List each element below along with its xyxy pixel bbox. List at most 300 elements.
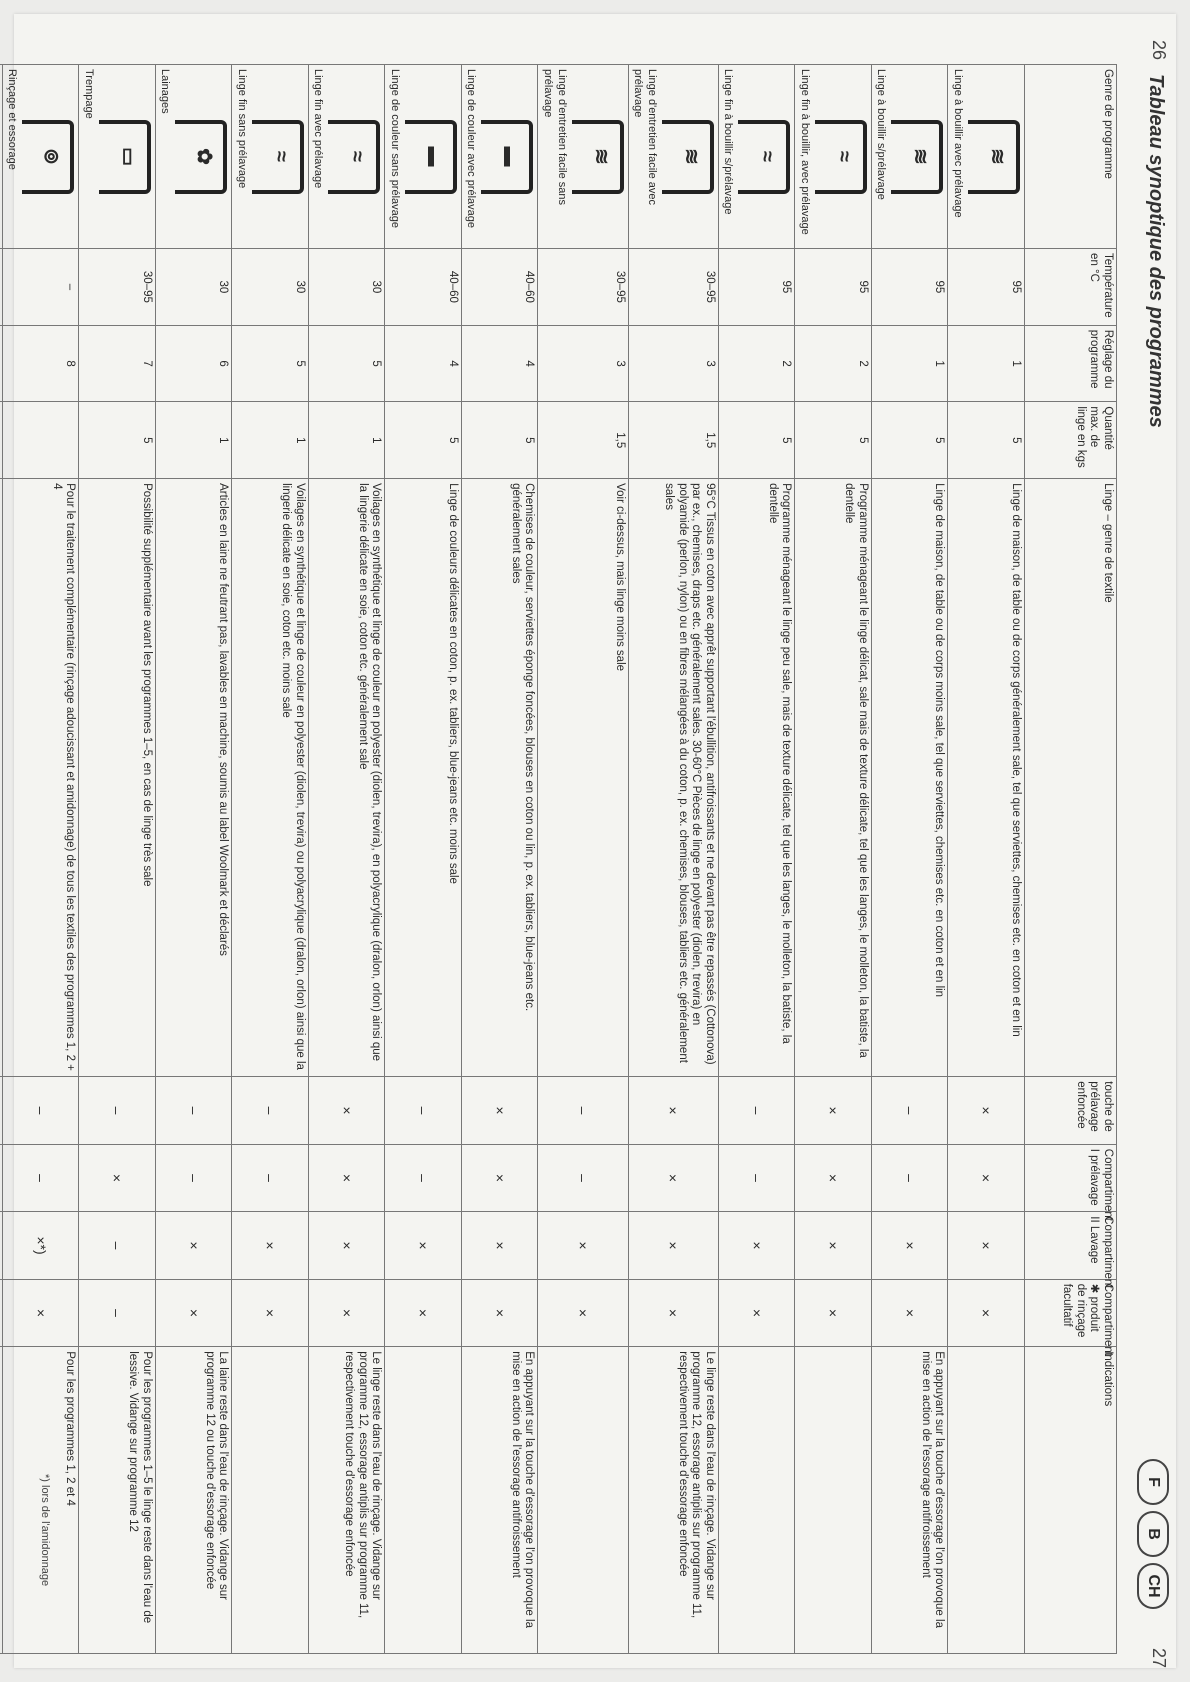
textile-cell-text: Voir ci-dessus, mais linge moins sale xyxy=(613,483,626,672)
mark-comp1-cell xyxy=(155,1144,232,1211)
program-cell-text: Linge à bouillir avec prélavage xyxy=(952,69,964,218)
reglage-cell-text: 3 xyxy=(613,360,626,367)
temp-cell xyxy=(0,249,2,326)
program-icon xyxy=(815,120,867,194)
program-glyph: ≈ xyxy=(346,151,369,162)
mark-touche-cell-text: – xyxy=(109,1106,126,1115)
mark-comp2-cell-text: × xyxy=(185,1241,202,1250)
textile-cell xyxy=(871,479,948,1077)
temp-cell xyxy=(538,249,628,326)
mark-comp1-cell xyxy=(628,1144,718,1211)
reglage-cell-text: 5 xyxy=(370,360,383,367)
indication-cell-text: Pour les programmes 1–5 le linge reste dans l'eau de lessive. Vidange sur programme 12 xyxy=(127,1351,153,1624)
header-linge: Linge – genre de textile xyxy=(1025,479,1117,1077)
table-row xyxy=(871,65,948,1654)
textile-cell-text: Pour le traitement complémentaire (rinçage adoucissant et amidonnage) de tous les textiles des programmes 1, 2 + 4 xyxy=(50,483,77,1071)
quantity-cell-text: 1 xyxy=(293,437,306,444)
program-icon xyxy=(891,120,943,194)
textile-cell-text: Programme ménageant le linge délicat, sale mais de texture délicate, tel que les langes, le molleton, la batiste, la dentelle xyxy=(843,483,869,1058)
textile-cell-text: Programme ménageant le linge peu sale, mais de texture délicate, tel que les langes, le molleton, la batiste, la dentelle xyxy=(766,483,793,1044)
program-table xyxy=(0,64,1117,1654)
program-cell xyxy=(0,65,2,249)
program-glyph: ≈ xyxy=(269,151,292,162)
mark-comp3-cell xyxy=(2,1279,79,1346)
program-glyph: ▬ xyxy=(422,146,445,167)
quantity-cell xyxy=(718,402,795,479)
temp-cell xyxy=(385,249,462,326)
mark-touche-cell xyxy=(948,1077,1025,1144)
quantity-cell xyxy=(385,402,462,479)
header-indications: Indications xyxy=(1025,1347,1117,1654)
program-cell-text: Linge à bouillir s/prélavage xyxy=(875,69,888,200)
temp-cell-text: 30 xyxy=(370,280,383,294)
temp-cell-text: – xyxy=(64,283,77,291)
table-header-row xyxy=(1025,65,1117,1654)
textile-cell xyxy=(795,479,872,1077)
quantity-cell-text: 1 xyxy=(217,437,230,444)
quantity-cell-text: 5 xyxy=(446,437,459,444)
page-title: Tableau synoptique des programmes xyxy=(1145,74,1167,428)
mark-touche-cell-text: × xyxy=(825,1106,842,1115)
mark-comp3-cell xyxy=(308,1279,385,1346)
program-glyph: ≋ xyxy=(986,148,1008,165)
indication-cell xyxy=(461,1347,538,1654)
reglage-cell xyxy=(79,325,156,402)
indication-cell xyxy=(538,1347,628,1654)
quantity-cell-text: 5 xyxy=(140,437,153,444)
program-glyph: ≈ xyxy=(756,151,779,162)
table-row xyxy=(948,65,1025,1654)
mark-touche-cell xyxy=(232,1077,309,1144)
mark-comp3-cell-text: × xyxy=(338,1308,355,1318)
textile-cell-text: Linge de maison, de table ou de corps moins sale, tel que serviettes, chemises etc. en coton et en lin xyxy=(933,483,946,998)
indication-cell xyxy=(385,1347,462,1654)
program-icon xyxy=(662,120,714,194)
program-glyph: ≋ xyxy=(679,148,702,165)
temp-cell xyxy=(718,249,795,326)
mark-touche-cell-text: – xyxy=(185,1106,202,1115)
header-reglage: Réglage du programme xyxy=(1025,325,1117,402)
mark-touche-cell xyxy=(0,1077,2,1144)
mark-comp2-cell-text: × xyxy=(748,1241,765,1250)
mark-comp2-cell xyxy=(232,1212,309,1279)
quantity-cell-text: 5 xyxy=(933,437,946,444)
temp-cell-text: 95 xyxy=(856,280,869,294)
table-row xyxy=(0,65,2,1654)
mark-comp2-cell-text: × xyxy=(575,1241,592,1250)
reglage-cell xyxy=(461,325,538,402)
quantity-cell-text: 1,5 xyxy=(613,432,626,449)
program-icon xyxy=(405,120,457,194)
reglage-cell-text: 5 xyxy=(293,360,306,367)
mark-comp2-cell-text: × xyxy=(978,1241,995,1250)
indication-cell xyxy=(871,1347,948,1654)
textile-cell xyxy=(385,479,462,1077)
table-row xyxy=(2,65,79,1654)
mark-comp2-cell xyxy=(538,1212,628,1279)
mark-touche-cell-text: – xyxy=(575,1106,592,1115)
mark-comp2-cell xyxy=(718,1212,795,1279)
temp-cell xyxy=(628,249,718,326)
program-cell xyxy=(538,65,628,249)
reglage-cell xyxy=(948,325,1025,402)
program-cell-text: Linge de couleur sans prélavage xyxy=(388,69,401,229)
mark-touche-cell-text: × xyxy=(978,1106,995,1115)
program-icon xyxy=(572,120,624,194)
indication-cell-text: Le linge reste dans l'eau de rinçage. Vidange sur programme 12, essorage antiplis sur programme 11, respectivement touche d'essorage enfoncée xyxy=(676,1351,716,1619)
quantity-cell xyxy=(0,402,2,479)
mark-comp1-cell-text: × xyxy=(109,1173,126,1183)
mark-comp1-cell-text: × xyxy=(665,1173,682,1183)
header-comp2: Compartiment II Lavage xyxy=(1025,1212,1117,1279)
temp-cell-text: 95 xyxy=(933,280,946,294)
temp-cell-text: 30 xyxy=(217,280,230,294)
table-row xyxy=(628,65,718,1654)
mark-comp2-cell xyxy=(0,1212,2,1279)
temp-cell-text: 30 xyxy=(293,280,306,294)
quantity-cell xyxy=(155,402,232,479)
mark-touche-cell xyxy=(79,1077,156,1144)
mark-comp2-cell-text: – xyxy=(109,1241,126,1250)
header-comp3: Compartiment ✱ produit de rinçage facultatif xyxy=(1025,1279,1117,1346)
textile-cell-text: Linge de couleurs délicates en coton, p. ex. tabliers, blue-jeans etc. moins sale xyxy=(446,483,459,884)
country-badge-b: B xyxy=(1137,1511,1169,1557)
mark-comp1-cell-text: × xyxy=(978,1173,995,1183)
mark-comp2-cell xyxy=(628,1212,718,1279)
mark-comp1-cell-text: × xyxy=(491,1173,508,1183)
program-cell xyxy=(2,65,79,249)
mark-comp2-cell-text: × xyxy=(262,1241,279,1250)
mark-comp2-cell xyxy=(385,1212,462,1279)
program-cell xyxy=(628,65,718,249)
header-comp1: Compartiment I prélavage xyxy=(1025,1144,1117,1211)
program-glyph: ✿ xyxy=(193,148,216,165)
temp-cell-text: 30–95 xyxy=(703,270,716,303)
mark-comp2-cell xyxy=(2,1212,79,1279)
mark-touche-cell-text: × xyxy=(338,1106,355,1115)
mark-comp2-cell xyxy=(155,1212,232,1279)
scanned-page xyxy=(6,14,1176,1668)
reglage-cell-text: 1 xyxy=(1010,360,1022,367)
mark-comp1-cell xyxy=(461,1144,538,1211)
mark-comp3-cell-text: – xyxy=(109,1309,126,1317)
textile-cell xyxy=(948,479,1025,1077)
header-quantite: Quantité max. de linge en kgs xyxy=(1025,402,1117,479)
country-badges xyxy=(1137,1459,1169,1609)
program-icon xyxy=(175,120,227,194)
quantity-cell xyxy=(232,402,309,479)
reglage-cell-text: 3 xyxy=(703,360,716,367)
temp-cell-text: 30–95 xyxy=(140,270,153,303)
mark-comp1-cell xyxy=(308,1144,385,1211)
footnote: *) lors de l'amidonnage xyxy=(39,1474,51,1587)
indication-cell-text: Pour les programmes 1, 2 et 4 xyxy=(64,1351,77,1506)
indication-cell xyxy=(232,1347,309,1654)
textile-cell-text: Linge de maison, de table ou de corps généralement sale, tel que serviettes, chemises etc. en coton et en lin xyxy=(1010,483,1022,1037)
mark-touche-cell-text: – xyxy=(748,1106,765,1115)
mark-comp3-cell-text: × xyxy=(825,1308,842,1318)
temp-cell-text: 95 xyxy=(780,280,793,294)
mark-touche-cell xyxy=(628,1077,718,1144)
program-cell xyxy=(308,65,385,249)
program-cell xyxy=(948,65,1025,249)
quantity-cell-text: 5 xyxy=(780,437,793,444)
reglage-cell-text: 2 xyxy=(856,360,869,367)
program-cell-text: Linge fin à bouillir, avec prélavage xyxy=(798,69,811,235)
mark-comp3-cell-text: × xyxy=(978,1308,995,1318)
mark-comp1-cell-text: – xyxy=(748,1174,765,1182)
reglage-cell xyxy=(871,325,948,402)
mark-touche-cell xyxy=(795,1077,872,1144)
textile-cell xyxy=(79,479,156,1077)
program-icon xyxy=(99,120,151,194)
mark-comp3-cell xyxy=(538,1279,628,1346)
mark-touche-cell xyxy=(385,1077,462,1144)
textile-cell-text: Possibilité supplémentaire avant les programmes 1–5, en cas de linge très sale xyxy=(140,483,153,887)
page-number-right: 27 xyxy=(1149,1647,1169,1668)
quantity-cell-text: 5 xyxy=(856,437,869,444)
mark-comp3-cell xyxy=(155,1279,232,1346)
textile-cell xyxy=(0,479,2,1077)
mark-touche-cell-text: – xyxy=(901,1106,918,1115)
quantity-cell xyxy=(2,402,79,479)
program-icon xyxy=(738,120,790,194)
header-genre: Genre de programme xyxy=(1025,65,1117,249)
program-cell xyxy=(871,65,948,249)
temp-cell xyxy=(871,249,948,326)
mark-comp3-cell-text: × xyxy=(32,1308,49,1318)
country-badge-f: F xyxy=(1137,1459,1169,1505)
program-icon xyxy=(252,120,304,194)
textile-cell xyxy=(538,479,628,1077)
reglage-cell-text: 8 xyxy=(64,360,77,367)
mark-comp3-cell-text: × xyxy=(901,1308,918,1318)
indication-cell xyxy=(308,1347,385,1654)
temp-cell-text: 40–60 xyxy=(446,270,459,303)
temp-cell-text: 40–60 xyxy=(523,270,536,303)
mark-touche-cell-text: × xyxy=(665,1106,682,1115)
textile-cell xyxy=(461,479,538,1077)
program-cell xyxy=(155,65,232,249)
mark-comp2-cell xyxy=(308,1212,385,1279)
program-glyph: ≈ xyxy=(832,151,855,162)
mark-touche-cell-text: × xyxy=(491,1106,508,1115)
reglage-cell xyxy=(0,325,2,402)
quantity-cell xyxy=(795,402,872,479)
quantity-cell-text: 5 xyxy=(1010,437,1022,444)
temp-cell xyxy=(79,249,156,326)
mark-touche-cell-text: – xyxy=(262,1106,279,1115)
temp-cell xyxy=(2,249,79,326)
program-cell xyxy=(795,65,872,249)
mark-comp3-cell-text: × xyxy=(748,1308,765,1318)
textile-cell-text: Voilages en synthétique et linge de couleur en polyester (diolen, trevira), en polyacrylique (dralon, orlon) ainsi que la lingerie délicate en soie, coton etc. généralement sale xyxy=(356,483,383,1062)
reglage-cell xyxy=(538,325,628,402)
quantity-cell xyxy=(538,402,628,479)
indication-cell xyxy=(0,1347,2,1654)
table-body xyxy=(0,65,1025,1654)
mark-comp3-cell xyxy=(232,1279,309,1346)
rotated-sheet xyxy=(6,34,1169,1674)
temp-cell xyxy=(155,249,232,326)
program-cell-text: Linge d'entretien facile sans prélavage xyxy=(542,69,568,206)
table-row xyxy=(385,65,462,1654)
mark-touche-cell xyxy=(871,1077,948,1144)
indication-cell xyxy=(155,1347,232,1654)
mark-touche-cell xyxy=(461,1077,538,1144)
reglage-cell xyxy=(232,325,309,402)
quantity-cell-text: 5 xyxy=(523,437,536,444)
mark-comp2-cell xyxy=(871,1212,948,1279)
mark-comp1-cell-text: – xyxy=(262,1174,279,1182)
reglage-cell-text: 2 xyxy=(780,360,793,367)
mark-comp3-cell xyxy=(385,1279,462,1346)
program-cell-text: Linge fin sans prélavage xyxy=(235,69,248,189)
temp-cell xyxy=(232,249,309,326)
indication-cell-text: En appuyant sur la touche d'essorage l'on provoque la mise en action de l'essorage antifroissement xyxy=(509,1351,536,1628)
mark-touche-cell-text: – xyxy=(32,1106,49,1115)
mark-comp1-cell xyxy=(718,1144,795,1211)
indication-cell-text: Le linge reste dans l'eau de rinçage. Vidange sur programme 12, essorage antiplis sur programme 11, respectivement touche d'essorage enfoncée xyxy=(343,1351,383,1619)
textile-cell xyxy=(628,479,718,1077)
program-icon xyxy=(22,120,74,194)
mark-comp1-cell xyxy=(79,1144,156,1211)
mark-touche-cell xyxy=(155,1077,232,1144)
mark-comp1-cell-text: – xyxy=(32,1174,49,1182)
reglage-cell-text: 1 xyxy=(933,360,946,367)
mark-comp1-cell-text: – xyxy=(575,1174,592,1182)
mark-comp3-cell xyxy=(871,1279,948,1346)
mark-comp1-cell xyxy=(232,1144,309,1211)
program-glyph: ⊚ xyxy=(40,148,63,165)
mark-comp3-cell-text: × xyxy=(185,1308,202,1318)
temp-cell xyxy=(461,249,538,326)
mark-comp3-cell xyxy=(79,1279,156,1346)
quantity-cell xyxy=(628,402,718,479)
program-icon xyxy=(328,120,380,194)
mark-comp2-cell-text: × xyxy=(825,1241,842,1250)
mark-comp2-cell-text: × xyxy=(415,1241,432,1250)
mark-comp2-cell xyxy=(948,1212,1025,1279)
quantity-cell xyxy=(79,402,156,479)
mark-comp2-cell-text: × xyxy=(665,1241,682,1250)
quantity-cell xyxy=(308,402,385,479)
indication-cell xyxy=(718,1347,795,1654)
table-row xyxy=(155,65,232,1654)
program-cell xyxy=(718,65,795,249)
table-row xyxy=(718,65,795,1654)
reglage-cell xyxy=(2,325,79,402)
program-cell xyxy=(385,65,462,249)
mark-comp3-cell xyxy=(461,1279,538,1346)
program-cell xyxy=(232,65,309,249)
textile-cell-text: 95°C Tissus en coton avec apprêt supportant l'ébullition, antifroissants et ne devant pas être repassés (Cottonova) par ex., chemises, draps etc. généralement sales. 30-60°C Pièces de linge en polyester (diolen, trevira) en polyamide (perlon, nylon) ou en fibres mélangées à du coton, p. ex. chemises, blouses, tabliers etc. généralement sales xyxy=(663,483,716,1065)
mark-comp3-cell-text: × xyxy=(262,1308,279,1318)
program-cell-text: Linge d'entretien facile avec prélavage xyxy=(632,69,658,206)
reglage-cell xyxy=(308,325,385,402)
program-glyph: ≋ xyxy=(909,148,932,165)
indication-cell xyxy=(628,1347,718,1654)
reglage-cell xyxy=(628,325,718,402)
mark-comp2-cell-text: × xyxy=(901,1241,918,1250)
program-cell-text: Rinçage et essorage xyxy=(6,69,19,170)
table-row xyxy=(538,65,628,1654)
reglage-cell-text: 4 xyxy=(446,360,459,367)
mark-comp2-cell-text: ×*) xyxy=(32,1236,49,1255)
mark-comp3-cell-text: × xyxy=(415,1308,432,1318)
mark-comp1-cell xyxy=(385,1144,462,1211)
country-badge-ch: CH xyxy=(1137,1563,1169,1609)
reglage-cell-text: 4 xyxy=(523,360,536,367)
mark-comp3-cell-text: × xyxy=(665,1308,682,1318)
mark-comp1-cell-text: × xyxy=(338,1173,355,1183)
mark-comp2-cell xyxy=(795,1212,872,1279)
textile-cell xyxy=(232,479,309,1077)
table-row xyxy=(795,65,872,1654)
temp-cell xyxy=(795,249,872,326)
program-cell-text: Linge fin à bouillir s/prélavage xyxy=(722,69,735,215)
mark-comp1-cell-text: – xyxy=(185,1174,202,1182)
mark-touche-cell xyxy=(538,1077,628,1144)
mark-touche-cell xyxy=(308,1077,385,1144)
program-cell xyxy=(461,65,538,249)
indication-cell xyxy=(795,1347,872,1654)
textile-cell-text: Chemises de couleur, serviettes éponge foncées, blouses en coton ou lin, p. ex. tabliers, blue-jeans etc. généralement sales xyxy=(509,483,536,1012)
program-cell-text: Linge de couleur avec prélavage xyxy=(465,69,478,229)
textile-cell-text: Voilages en synthétique et linge de couleur en polyester (diolen, trevira) ou polyacrylique (dralon, orlon) ainsi que la lingerie délicate en soie, coton etc. moins sale xyxy=(280,483,306,1070)
textile-cell-text: Articles en laine ne feutrant pas, lavables en machine, soumis au label Woolmark et déclarés xyxy=(217,483,230,956)
temp-cell xyxy=(948,249,1025,326)
quantity-cell xyxy=(871,402,948,479)
textile-cell xyxy=(718,479,795,1077)
mark-comp2-cell-text: × xyxy=(338,1241,355,1250)
quantity-cell xyxy=(461,402,538,479)
mark-comp3-cell xyxy=(718,1279,795,1346)
mark-comp1-cell-text: × xyxy=(825,1173,842,1183)
textile-cell xyxy=(308,479,385,1077)
program-cell-text: Lainages xyxy=(159,69,172,114)
reglage-cell xyxy=(795,325,872,402)
mark-comp2-cell xyxy=(461,1212,538,1279)
temp-cell-text: 30–95 xyxy=(613,270,626,303)
table-row xyxy=(308,65,385,1654)
table-row xyxy=(232,65,309,1654)
quantity-cell-text: 1,5 xyxy=(703,432,716,449)
mark-comp1-cell xyxy=(2,1144,79,1211)
mark-comp3-cell xyxy=(628,1279,718,1346)
mark-comp1-cell xyxy=(948,1144,1025,1211)
quantity-cell xyxy=(948,402,1025,479)
mark-comp1-cell xyxy=(795,1144,872,1211)
program-glyph: ▭ xyxy=(116,147,139,166)
mark-comp3-cell xyxy=(795,1279,872,1346)
reglage-cell xyxy=(385,325,462,402)
reglage-cell xyxy=(155,325,232,402)
mark-touche-cell-text: – xyxy=(415,1106,432,1115)
mark-comp3-cell xyxy=(948,1279,1025,1346)
reglage-cell-text: 7 xyxy=(140,360,153,367)
reglage-cell-text: 6 xyxy=(217,360,230,367)
temp-cell xyxy=(308,249,385,326)
program-glyph: ▬ xyxy=(499,146,522,167)
textile-cell xyxy=(2,479,79,1077)
mark-comp1-cell xyxy=(0,1144,2,1211)
quantity-cell-text: 1 xyxy=(370,437,383,444)
mark-comp3-cell xyxy=(0,1279,2,1346)
temp-cell-text: 95 xyxy=(1010,280,1022,294)
program-cell-text: Trempage xyxy=(82,69,95,119)
mark-comp2-cell xyxy=(79,1212,156,1279)
